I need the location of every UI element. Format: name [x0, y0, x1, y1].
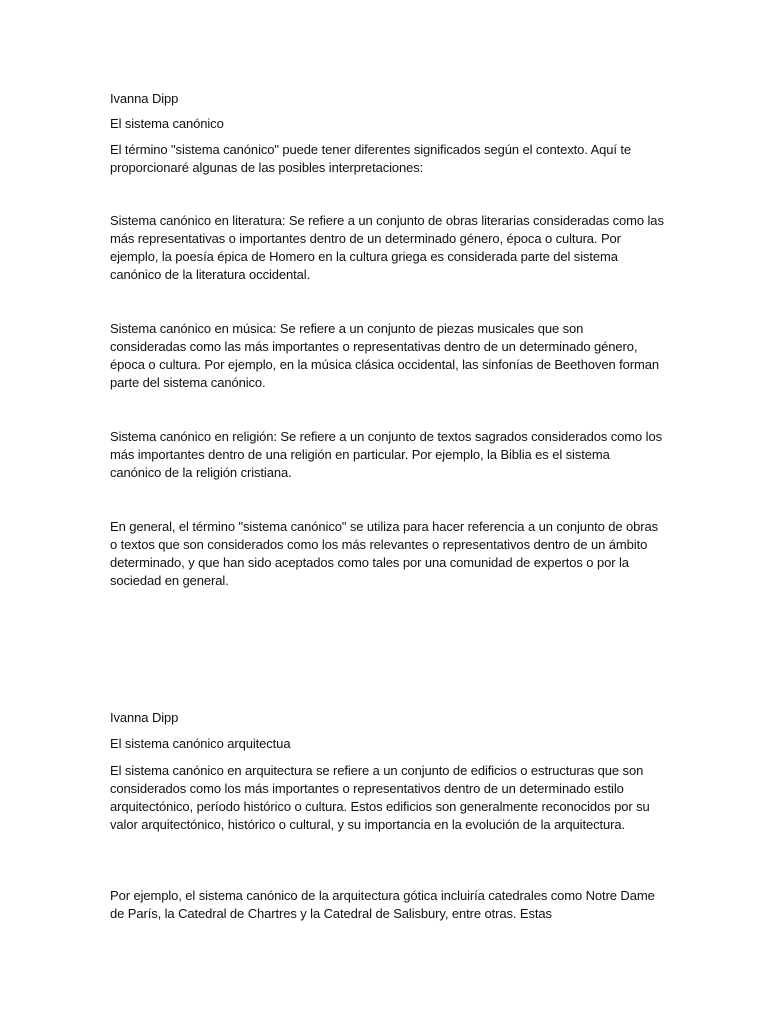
section-title-2: El sistema canónico arquitectua	[110, 736, 291, 751]
general-paragraph: En general, el término "sistema canónico" se utiliza para hacer referencia a un conjunto de obras o textos que son considerados como los más relevantes o representativos dentro de un ámbito determinado, y que han sido aceptados como tales por una comunidad de expertos o por la sociedad en general.	[110, 519, 659, 588]
arquitectura-paragraph: El sistema canónico en arquitectura se refiere a un conjunto de edificios o estructuras que son considerados como los más importantes o representativos dentro de un determinado estilo arquitectónico, período histórico o cultura. Estos edificios son generalmente reconocidos por su valor arquitectónico, histórico o cultural, y su importancia en la evolución de la arquitectura.	[110, 763, 650, 832]
intro-paragraph: El término "sistema canónico" puede tener diferentes significados según el contexto. Aquí te proporcionaré algunas de las posibles interpretaciones:	[110, 142, 632, 175]
ejemplo-paragraph: Por ejemplo, el sistema canónico de la arquitectura gótica incluiría catedrales como Notre Dame de París, la Catedral de Chartres y la Catedral de Salisbury, entre otras. Estas	[110, 888, 655, 921]
author-name: Ivanna Dipp	[110, 91, 179, 106]
author-name-2: Ivanna Dipp	[110, 710, 179, 725]
section-title: El sistema canónico	[110, 116, 224, 131]
literatura-paragraph: Sistema canónico en literatura: Se refiere a un conjunto de obras literarias consideradas como las más representativas o importantes dentro de un determinado género, época o cultura. Por ejemplo, la poesía épica de Homero en la cultura griega es considerada parte del sistema canónico de la literatura occidental.	[110, 213, 664, 282]
religion-paragraph: Sistema canónico en religión: Se refiere a un conjunto de textos sagrados considerados como los más importantes dentro de una religión en particular. Por ejemplo, la Biblia es el sistema canónico de la religión cristiana.	[110, 429, 662, 480]
musica-paragraph: Sistema canónico en música: Se refiere a un conjunto de piezas musicales que son consideradas como las más importantes o representativas dentro de un determinado género, época o cultura. Por ejemplo, en la música clásica occidental, las sinfonías de Beethoven forman parte del sistema canónico.	[110, 321, 659, 390]
